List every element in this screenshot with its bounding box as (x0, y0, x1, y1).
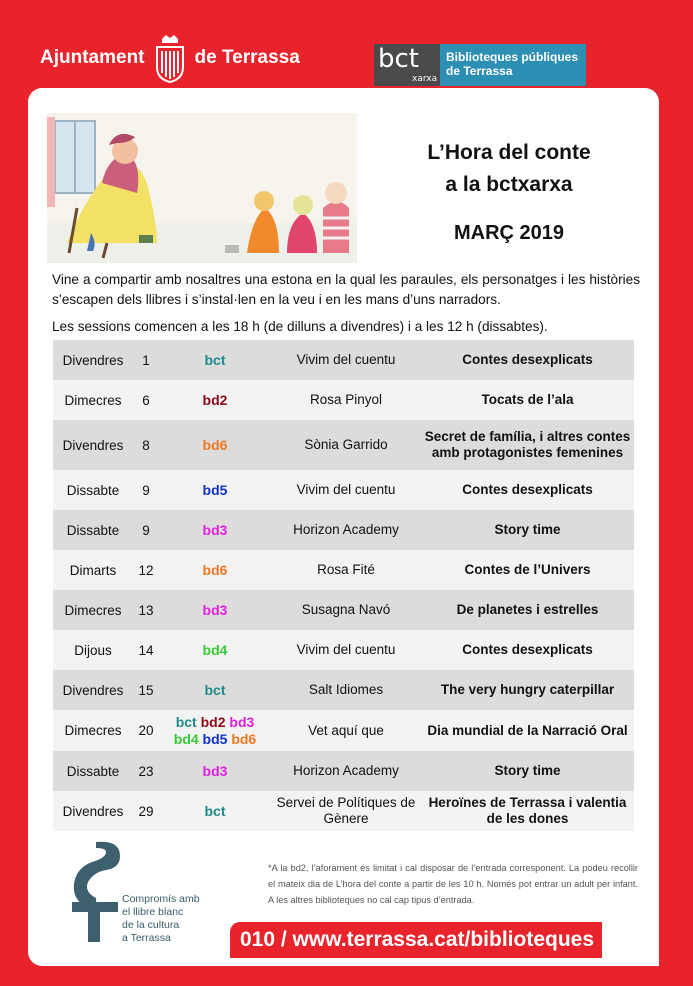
row-story-title: Secret de família, i altres contes amb protagonistes femenines (421, 420, 634, 470)
row-libraries (159, 670, 271, 710)
row-storyteller: Rosa Pinyol (271, 380, 421, 420)
row-date: 6 (133, 380, 159, 420)
ajuntament-right-text: de Terrassa (194, 47, 300, 68)
row-storyteller: Vet aquí que (271, 710, 421, 751)
library-code: bd6 (202, 436, 228, 453)
row-storyteller: Vivim del cuentu (271, 340, 421, 380)
row-story-title: De planetes i estrelles (421, 590, 634, 630)
row-story-title: Heroïnes de Terrassa i valentia de les dones (421, 791, 634, 831)
row-libraries (159, 590, 271, 630)
row-day: Divendres (53, 420, 133, 470)
row-story-title: Contes de l’Univers (421, 550, 634, 590)
library-code: bct (204, 681, 226, 698)
row-story-title: The very hungry caterpillar (421, 670, 634, 710)
row-date: 9 (133, 470, 159, 510)
row-date: 23 (133, 751, 159, 791)
row-day: Divendres (53, 791, 133, 831)
row-libraries (159, 791, 271, 831)
row-day: Dimecres (53, 590, 133, 630)
table-row (53, 550, 634, 590)
row-storyteller: Susagna Navó (271, 590, 421, 630)
row-libraries (159, 751, 271, 791)
bct-mark (374, 44, 440, 86)
row-storyteller: Horizon Academy (271, 751, 421, 791)
row-story-title: Story time (421, 510, 634, 550)
row-date: 29 (133, 791, 159, 831)
library-code: bct (204, 802, 226, 819)
bct-logo (374, 44, 586, 86)
library-code: bd2 (202, 391, 228, 408)
website-link[interactable]: 010 / www.terrassa.cat/biblioteques (230, 922, 602, 958)
library-code: bd3 (202, 601, 228, 618)
title-line2: a la bctxarxa (445, 173, 573, 196)
row-libraries (159, 510, 271, 550)
library-code: bd4 (173, 730, 199, 747)
row-date: 20 (133, 710, 159, 751)
compromis-text (122, 893, 200, 945)
row-storyteller: Salt Idiomes (271, 670, 421, 710)
compromis-line1: Compromís amb (122, 893, 200, 905)
title-line1: L’Hora del conte (427, 141, 591, 164)
row-day: Divendres (53, 670, 133, 710)
intro-paragraph: Vine a compartir amb nosaltres una estona en la qual les paraules, els personatges i les històries s’escapen dels llibres i s’instal·len en la veu i en les mans d’uns narradors. (52, 272, 640, 307)
compromis-line2: el llibre blanc (122, 906, 184, 918)
row-libraries (159, 710, 271, 751)
bct-mark-text: bct (378, 44, 419, 74)
library-code: bct (175, 713, 197, 730)
library-code: bd4 (202, 641, 228, 658)
terrassa-shield-icon (153, 33, 187, 83)
row-day: Dimecres (53, 380, 133, 420)
table-row (53, 710, 634, 751)
table-row (53, 590, 634, 630)
library-code: bd2 (200, 713, 226, 730)
table-row (53, 340, 634, 380)
row-storyteller: Horizon Academy (271, 510, 421, 550)
row-day: Dijous (53, 630, 133, 670)
compromis-line4: a Terrassa (122, 932, 171, 944)
title-block (370, 138, 648, 246)
row-libraries (159, 470, 271, 510)
ajuntament-logo (40, 28, 300, 88)
row-day: Dissabte (53, 470, 133, 510)
row-storyteller: Rosa Fité (271, 550, 421, 590)
row-storyteller: Vivim del cuentu (271, 470, 421, 510)
row-date: 14 (133, 630, 159, 670)
row-date: 13 (133, 590, 159, 630)
library-code: bd6 (202, 561, 228, 578)
row-date: 15 (133, 670, 159, 710)
row-storyteller: Sònia Garrido (271, 420, 421, 470)
storytelling-illustration (47, 113, 357, 263)
schedule-body (53, 340, 634, 831)
row-date: 9 (133, 510, 159, 550)
library-code: bd5 (202, 481, 228, 498)
library-code: bd5 (202, 730, 228, 747)
row-libraries (159, 550, 271, 590)
row-story-title: Contes desexplicats (421, 340, 634, 380)
footnote: *A la bd2, l’aforament és limitat i cal disposar de l’entrada corresponent. La podeu recollir el mateix dia de L’hora del conte a partir de les 10 h. Només pot entrar un adult per infant. A les altres biblioteques no cal cap tipus d’entrada. (268, 863, 638, 905)
table-row (53, 630, 634, 670)
bct-name-line1: Biblioteques públiques (446, 50, 579, 64)
table-row (53, 510, 634, 550)
row-storyteller: Servei de Polítiques de Gènere (271, 791, 421, 831)
row-day: Dissabte (53, 510, 133, 550)
library-code: bd6 (231, 730, 257, 747)
row-story-title: Contes desexplicats (421, 470, 634, 510)
row-storyteller: Vivim del cuentu (271, 630, 421, 670)
row-story-title: Contes desexplicats (421, 630, 634, 670)
table-row (53, 420, 634, 470)
bct-name-line2: de Terrassa (446, 64, 513, 78)
table-row (53, 791, 634, 831)
sessions-note: Les sessions comencen a les 18 h (de dilluns a divendres) i a les 12 h (dissabtes). (52, 319, 548, 334)
bct-name (440, 44, 586, 86)
library-code: bd3 (229, 713, 255, 730)
row-story-title: Story time (421, 751, 634, 791)
row-libraries (159, 420, 271, 470)
row-date: 1 (133, 340, 159, 380)
row-date: 8 (133, 420, 159, 470)
library-code: bd3 (202, 521, 228, 538)
compromis-line3: de la cultura (122, 919, 180, 931)
schedule-table (53, 340, 634, 831)
library-code: bd3 (202, 762, 228, 779)
table-row (53, 470, 634, 510)
row-day: Dissabte (53, 751, 133, 791)
row-story-title: Dia mundial de la Narració Oral (421, 710, 634, 751)
library-code: bct (204, 351, 226, 368)
table-row (53, 380, 634, 420)
row-story-title: Tocats de l’ala (421, 380, 634, 420)
table-row (53, 670, 634, 710)
row-day: Divendres (53, 340, 133, 380)
row-libraries (159, 630, 271, 670)
title-month: MARÇ 2019 (453, 222, 565, 244)
row-day: Dimecres (53, 710, 133, 751)
table-row (53, 751, 634, 791)
row-day: Dimarts (53, 550, 133, 590)
ajuntament-left-text: Ajuntament (40, 47, 145, 68)
row-libraries (159, 340, 271, 380)
row-date: 12 (133, 550, 159, 590)
bct-sub-text: xarxa (412, 74, 438, 84)
row-libraries (159, 380, 271, 420)
